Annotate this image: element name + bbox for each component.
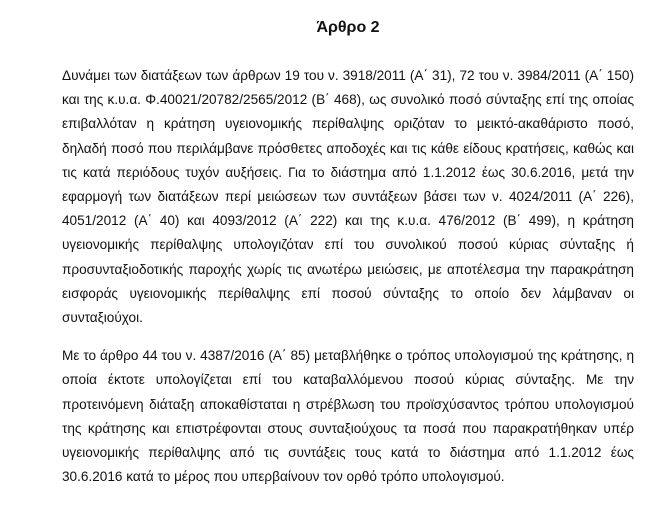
article-paragraph-2: Με το άρθρο 44 του ν. 4387/2016 (Α΄ 85) μεταβλήθηκε ο τρόπος υπολογισμού της κράτησης, η οποία έκτοτε υπολογίζεται επί του καταβαλλόμενου ποσού κύριας σύνταξης. Με την προτεινόμενη διάταξη αποκαθίσταται η στρέβλωση του προϊσχύσαντος τρόπου υπολογισμού της κράτησης και επιστρέφονται στους συνταξιούχους τα ποσά που παρακρατήθηκαν υπέρ υγειονομικής περίθαλψης από τις συντάξεις τους κατά το διάστημα από 1.1.2012 έως 30.6.2016 κατά το μέρος που υπερβαίνουν τον ορθό τρόπο υπολογισμού.	[62, 348, 634, 485]
article-paragraph-1: Δυνάμει των διατάξεων των άρθρων 19 του ν. 3918/2011 (Α΄ 31), 72 του ν. 3984/2011 (Α΄ 150) και της κ.υ.α. Φ.40021/20782/2565/2012 (Β΄ 468), ως συνολικό ποσό σύνταξης επί της οποίας επιβαλλόταν η κράτηση υγειονομικής περίθαλψης οριζόταν το μεικτό-ακαθάριστο ποσό, δηλαδή ποσό που περιλάμβανε πρόσθετες αποδοχές και τις κάθε είδους κρατήσεις, καθώς και τις κατά περιόδους τυχόν αυξήσεις. Για το διάστημα από 1.1.2012 έως 30.6.2016, μετά την εφαρμογή των διατάξεων περί μειώσεων των συντάξεων βάσει των ν. 4024/2011 (Α΄ 226), 4051/2012 (Α΄ 40) και 4093/2012 (Α΄ 222) και της κ.υ.α. 476/2012 (Β΄ 499), η κράτηση υγειονομικής περίθαλψης υπολογιζόταν επί του συνολικού ποσού κύριας σύνταξης ή προσυνταξιοδοτικής παροχής χωρίς τις ανωτέρω μειώσεις, με αποτέλεσμα την παρακράτηση εισφοράς υγειονομικής περίθαλψης επί ποσού σύνταξης το οποίο δεν λάμβαναν οι συνταξιούχοι.	[62, 68, 634, 326]
article-title: Άρθρο 2	[316, 19, 380, 36]
